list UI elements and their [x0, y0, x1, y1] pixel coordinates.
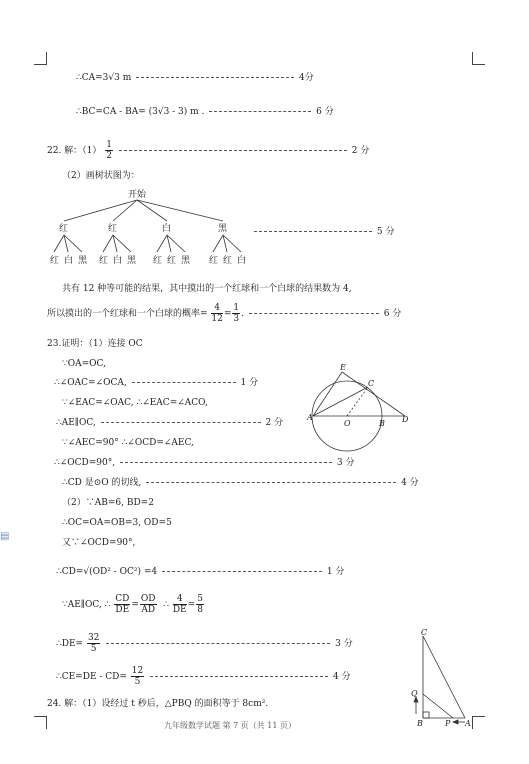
line-q22-prob: 所以摸出的一个红球和一个白球的概率= $\frac{4}{12}$ = $\frac{1}{3}$ . 6 分: [47, 303, 402, 324]
q23-c: ∵∠EAC=∠OAC, ∴∠EAC=∠ACO,: [62, 398, 208, 408]
q23-n-pre: ∴CE=DE - CD=: [56, 672, 127, 682]
q22-total-text: 共有 12 种等可能的结果，其中摸出的一个红球和一个白球的结果数为 4,: [62, 284, 352, 294]
label-c-tri: C: [421, 628, 428, 637]
denominator: 5: [90, 644, 97, 654]
line-ca: [76, 72, 314, 84]
denominator: AD: [141, 605, 156, 615]
fraction-od-ad: [140, 594, 157, 615]
tree-edge: [223, 235, 241, 252]
label-p: P: [445, 719, 451, 728]
circle-figure: [305, 360, 415, 455]
line-q22-total: [62, 283, 352, 295]
dash-leader: [146, 482, 396, 483]
line-q23-l: [62, 594, 205, 615]
line-q24: [47, 698, 268, 710]
fraction-5-8: [196, 594, 204, 615]
line-q23-h: [62, 497, 154, 509]
q23-e: ∵∠AEC=90° ∴∠OCD=∠AEC,: [62, 438, 194, 448]
line-q23-i: [62, 517, 172, 529]
therefore-sign: ∴: [163, 600, 169, 610]
score-text: 6 分: [316, 107, 334, 117]
tree-edge: [157, 235, 167, 252]
text-bc: ∴BC=CA - BA= (3√3 - 3) m .: [76, 107, 205, 117]
q23-f: ∴∠OCD=90°,: [54, 458, 116, 468]
tree-level2-node: 红: [167, 256, 177, 266]
score-text: 2 分: [265, 418, 284, 428]
score-text: 4 分: [333, 672, 351, 682]
tree-level2-node: 白: [237, 256, 247, 266]
line-q23-f: [54, 457, 354, 469]
arrow-head-p: [453, 720, 458, 724]
tree-edge: [103, 235, 113, 252]
tree-edge: [113, 235, 117, 252]
dash-leader: [254, 231, 372, 232]
line-ca-tri: [423, 636, 465, 718]
tree-level2-node: 黑: [181, 256, 191, 266]
denominator: 5: [134, 677, 141, 687]
label-q: Q: [411, 689, 418, 698]
dash-leader: [150, 676, 328, 677]
equals-sign: =: [187, 600, 196, 610]
tree-edge: [113, 235, 131, 252]
score-text: 4分: [299, 73, 314, 83]
denominator: DE: [115, 605, 130, 615]
fraction-1-3: [232, 303, 240, 324]
score-text: 5 分: [376, 227, 395, 237]
q23-j: 又∵∠OCD=90°,: [62, 538, 136, 548]
tree-level2-node: 白: [64, 256, 74, 266]
tree-edge: [54, 235, 64, 252]
tree-start: 开始: [128, 190, 147, 200]
tree-level2-node: 红: [99, 256, 109, 266]
score-text: 2 分: [351, 146, 370, 156]
q23-i: ∴OC=OA=OB=3, OD=5: [62, 518, 172, 528]
q23-a: ∵OA=OC,: [62, 359, 106, 369]
line-q23-a: [62, 358, 106, 370]
dash-leader: [106, 643, 330, 644]
tree-edge: [213, 235, 223, 252]
line-q23-g: [62, 477, 419, 489]
dash-leader: [132, 382, 236, 383]
tree-edge: [167, 235, 185, 252]
tree-level2-node: 红: [209, 256, 219, 266]
score-text: 1 分: [326, 567, 345, 577]
label-o: O: [344, 419, 351, 428]
q23-b: ∴∠OAC=∠OCA,: [54, 378, 127, 388]
numerator: 4: [211, 303, 222, 314]
fraction-12-5: [131, 666, 144, 687]
dash-leader: [136, 77, 294, 78]
tree-edge: [64, 235, 82, 252]
tree-edge: [223, 235, 227, 252]
right-angle-mark: [423, 712, 429, 718]
tree-level1-node: 红: [108, 224, 118, 234]
line-q23-m: [56, 633, 353, 654]
label-a: A: [307, 413, 313, 422]
line-q23-k: [56, 566, 344, 578]
crop-mark-top-right: [472, 52, 485, 65]
score-text: 3 分: [335, 639, 353, 649]
label-a-tri: A: [465, 719, 471, 728]
line-ae: [313, 372, 342, 416]
score-text: 3 分: [336, 458, 355, 468]
score-text: 6 分: [383, 309, 402, 319]
dash-leader: [119, 150, 347, 151]
denominator: 12: [211, 314, 223, 324]
score-text: 4 分: [401, 478, 419, 488]
line-oc: [347, 387, 368, 416]
dash-leader: [209, 111, 311, 112]
crop-mark-bottom-left: [34, 716, 47, 729]
line-q23-j: [62, 537, 135, 549]
fraction-4-de: [173, 594, 187, 615]
dash-leader: [162, 571, 322, 572]
dash-leader: [101, 422, 261, 423]
numerator: 12: [131, 666, 144, 676]
numerator: 5: [197, 594, 203, 604]
q23-l-pre: ∵AE∥OC, ∴: [62, 600, 111, 610]
tree-edge: [64, 235, 68, 252]
q22-2-text: （2）画树状图为：: [62, 171, 140, 181]
tree-level2-node: 白: [113, 256, 123, 266]
dash-leader: [120, 462, 332, 463]
tree-level1-node: 红: [59, 224, 69, 234]
denominator: 8: [197, 605, 203, 615]
equals-sign: =: [131, 600, 139, 610]
tree-edges-level1: [64, 200, 223, 221]
tree-edge: [167, 235, 171, 252]
line-q23-e: [62, 437, 194, 449]
numerator: OD: [140, 594, 156, 604]
line-ac: [313, 387, 368, 416]
line-q23-b: [54, 377, 258, 389]
numerator: 4: [173, 594, 187, 605]
q23-g: ∴CD 是⊙O 的切线,: [62, 478, 142, 488]
dash-leader: [249, 313, 379, 314]
tree-level1-node: 白: [162, 224, 172, 234]
q23-k: ∴CD=√(OD² - OC²) =4: [56, 567, 158, 577]
label-e: E: [340, 363, 346, 372]
line-q23-n: [56, 666, 351, 687]
tree-level2-node: 红: [50, 256, 60, 266]
tree-diagram: [40, 186, 247, 270]
page-footer: 九年级数学试题 第 7 页（共 11 页）: [164, 721, 296, 730]
prob-text: 所以摸出的一个红球和一个白球的概率=: [47, 309, 208, 319]
fraction-4-12: [211, 303, 222, 324]
line-q23-c: [62, 397, 208, 409]
score-text: 1 分: [240, 378, 259, 388]
q23-title: 23.证明：（1）连接 OC: [47, 339, 143, 349]
fraction-cd-de: [114, 594, 130, 615]
tree-level1-node: 黑: [218, 224, 228, 234]
fraction-half: [105, 140, 113, 161]
label-d: D: [402, 415, 409, 424]
tree-level2-node: 黑: [127, 256, 137, 266]
document-icon[interactable]: ▤: [0, 531, 10, 542]
q23-m-pre: ∴DE=: [56, 639, 84, 649]
crop-mark-top-left: [34, 52, 47, 65]
text-ca: ∴CA=3√3 m: [76, 73, 132, 83]
line-q23-title: [47, 338, 143, 350]
label-b: B: [379, 419, 385, 428]
line-tree-score: [252, 226, 394, 238]
fraction-32-5: [87, 633, 100, 654]
line-q23-d: [56, 417, 283, 429]
q24-text: 24. 解：（1）设经过 t 秒后，△PBQ 的面积等于 8cm².: [47, 699, 269, 709]
line-qp: [423, 694, 453, 718]
triangle-figure: [405, 628, 475, 728]
denominator: 2: [106, 151, 113, 161]
tree-level2-node: 红: [153, 256, 163, 266]
tree-edges-level2: [54, 235, 241, 252]
denominator: DE: [172, 605, 187, 615]
tree-level2-nodes: [50, 254, 246, 266]
denominator: 3: [233, 314, 240, 324]
label-b-tri: B: [417, 719, 423, 728]
label-c: C: [368, 379, 375, 388]
line-q22-1: [47, 140, 369, 161]
line-q22-2: [62, 170, 140, 182]
q23-d: ∴AE∥OC,: [56, 418, 96, 428]
numerator: 32: [87, 633, 100, 643]
numerator: 1: [106, 140, 113, 150]
numerator: 1: [233, 303, 240, 313]
tree-level1-nodes: [59, 222, 228, 234]
numerator: CD: [115, 594, 130, 604]
q22-label: 22. 解：（1）: [47, 146, 102, 156]
tree-level2-node: 红: [223, 256, 233, 266]
q23-h: （2）∵AB=6, BD=2: [62, 498, 154, 508]
line-bc: [76, 106, 334, 118]
tree-level2-node: 黑: [78, 256, 88, 266]
